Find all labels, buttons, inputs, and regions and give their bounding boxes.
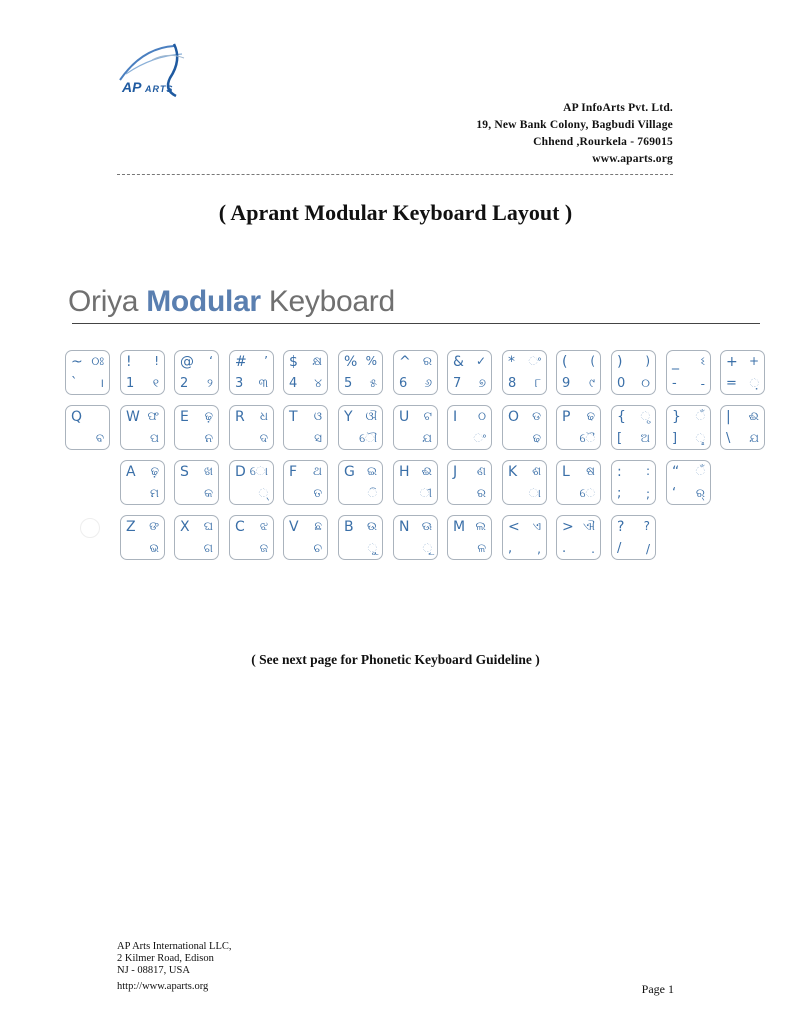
key-r0-2[interactable] bbox=[174, 350, 219, 395]
key-legend-bl: ; bbox=[617, 486, 622, 501]
footer-line-2: 2 Kilmer Road, Edison bbox=[117, 953, 214, 964]
key-legend-br: ନ bbox=[204, 431, 213, 445]
key-legend-bl: 9 bbox=[562, 376, 571, 391]
key-r2-6[interactable] bbox=[447, 460, 492, 505]
key-legend-tl: J bbox=[453, 464, 458, 480]
footer-line-3: NJ - 08817, USA bbox=[117, 965, 190, 976]
company-address bbox=[476, 100, 673, 168]
key-legend-br: ର୍ bbox=[695, 486, 705, 500]
footer-url[interactable]: http://www.aparts.org bbox=[117, 981, 209, 992]
key-legend-tr: ◌ୃ bbox=[640, 409, 650, 423]
logo-swoosh-icon bbox=[112, 40, 202, 102]
key-legend-tl: U bbox=[399, 409, 410, 425]
key-legend-tl: { bbox=[617, 409, 626, 425]
key-legend-tr: ଓ bbox=[313, 409, 322, 423]
key-r2-9[interactable] bbox=[611, 460, 656, 505]
key-legend-br: ଦ bbox=[259, 431, 268, 445]
key-legend-bl: = bbox=[726, 376, 737, 391]
key-legend-tl: M bbox=[453, 519, 466, 535]
key-legend-tl: O bbox=[508, 409, 520, 425]
key-legend-bl: 2 bbox=[180, 376, 189, 391]
phonetic-guideline-note: ( See next page for Phonetic Keyboard Guideline ) bbox=[251, 652, 540, 667]
key-legend-br: ୫ bbox=[369, 376, 377, 390]
key-legend-br: ୢ bbox=[695, 431, 705, 445]
key-legend-br: ୯ bbox=[589, 376, 595, 390]
key-legend-tl: ~ bbox=[71, 354, 83, 370]
key-legend-tr: ଫ bbox=[147, 409, 159, 423]
key-r2-10[interactable] bbox=[666, 460, 711, 505]
key-legend-br: ମ bbox=[150, 486, 159, 500]
key-legend-tr: ! bbox=[154, 354, 159, 368]
key-legend-tl: B bbox=[344, 519, 354, 535]
key-legend-br: ା bbox=[528, 486, 541, 500]
footer-address bbox=[117, 941, 232, 993]
key-r0-8[interactable] bbox=[502, 350, 547, 395]
key-r3-2[interactable] bbox=[229, 515, 274, 560]
key-r0-0[interactable] bbox=[65, 350, 110, 395]
key-legend-tr: + bbox=[748, 354, 759, 368]
key-legend-tl: # bbox=[235, 354, 247, 370]
key-legend-br: ୧ bbox=[152, 376, 159, 390]
key-legend-br: ୂ bbox=[422, 541, 432, 555]
key-legend-br: ଯ bbox=[749, 431, 759, 445]
key-legend-tr: ଢ଼ bbox=[204, 409, 213, 423]
key-legend-tl: “ bbox=[672, 464, 680, 480]
key-legend-tl: % bbox=[344, 354, 358, 370]
key-legend-bl: ‘ bbox=[672, 486, 677, 501]
key-legend-tr: ) bbox=[645, 354, 650, 368]
key-legend-tr: ◌ଁ bbox=[695, 464, 705, 478]
key-legend-tl: X bbox=[180, 519, 190, 535]
key-legend-bl: [ bbox=[617, 431, 623, 446]
key-legend-br: ୩ bbox=[258, 376, 268, 390]
key-legend-tr: ଉ bbox=[367, 519, 377, 533]
key-legend-tl: } bbox=[672, 409, 681, 425]
key-r2-7[interactable] bbox=[502, 460, 547, 505]
key-legend-tl: V bbox=[289, 519, 299, 535]
key-legend-bl: / bbox=[617, 541, 622, 556]
key-r0-11[interactable] bbox=[666, 350, 711, 395]
key-legend-br: ବ bbox=[95, 431, 104, 445]
key-legend-tr: ଐ bbox=[582, 519, 595, 533]
key-legend-tr: ‘ bbox=[209, 354, 213, 368]
key-legend-tl: Y bbox=[344, 409, 353, 425]
key-legend-tr: ଖ bbox=[204, 464, 213, 478]
key-legend-tr: ଥ bbox=[313, 464, 322, 478]
address-line-2: Chhend ,Rourkela - 769015 bbox=[533, 136, 673, 148]
key-legend-tl: Z bbox=[126, 519, 136, 535]
key-legend-tr: ଷ bbox=[586, 464, 595, 478]
key-legend-br: । bbox=[99, 376, 104, 390]
key-legend-tr: ଠଃ bbox=[91, 354, 104, 368]
key-r3-0[interactable] bbox=[120, 515, 165, 560]
key-legend-br: ୪ bbox=[314, 376, 322, 390]
key-r2-1[interactable] bbox=[174, 460, 219, 505]
key-legend-tl: I bbox=[453, 409, 458, 425]
key-legend-tl: S bbox=[180, 464, 189, 480]
key-r0-1[interactable] bbox=[120, 350, 165, 395]
key-r1-12[interactable] bbox=[720, 405, 765, 450]
key-r3-6[interactable] bbox=[447, 515, 492, 560]
key-legend-br: ◌୍ bbox=[258, 486, 268, 500]
key-legend-tl: ( bbox=[562, 354, 568, 370]
key-r3-3[interactable] bbox=[283, 515, 328, 560]
key-legend-tl: $ bbox=[289, 354, 298, 370]
key-legend-br: ୦ bbox=[641, 376, 650, 390]
key-r3-4[interactable] bbox=[338, 515, 383, 560]
key-legend-tl: C bbox=[235, 519, 245, 535]
key-legend-br: ଭ bbox=[149, 541, 159, 555]
company-website[interactable]: www.aparts.org bbox=[592, 153, 673, 165]
key-r0-9[interactable] bbox=[556, 350, 601, 395]
key-legend-bl: 1 bbox=[126, 376, 135, 391]
key-legend-tr: ଇ bbox=[367, 464, 377, 478]
key-r1-5[interactable] bbox=[338, 405, 383, 450]
key-legend-br: ◌଼ bbox=[749, 376, 759, 390]
key-legend-tr: ଔ bbox=[365, 409, 377, 423]
key-legend-tl: + bbox=[726, 354, 738, 370]
svg-text:ARTS: ARTS bbox=[145, 84, 174, 94]
heading-keyboard: Keyboard bbox=[260, 285, 395, 318]
key-legend-tr: ଢ଼ bbox=[150, 464, 159, 478]
key-legend-tl: F bbox=[289, 464, 298, 480]
key-legend-tr: ଧ bbox=[259, 409, 268, 423]
key-r1-6[interactable] bbox=[393, 405, 438, 450]
key-legend-br: ଯ bbox=[422, 431, 432, 445]
key-legend-tl: @ bbox=[180, 354, 194, 370]
key-legend-tl: ! bbox=[126, 354, 132, 370]
key-legend-br: ତ bbox=[313, 486, 322, 500]
key-r0-6[interactable] bbox=[393, 350, 438, 395]
key-legend-bl: 8 bbox=[508, 376, 517, 391]
key-r1-3[interactable] bbox=[229, 405, 274, 450]
key-legend-br: ଢ bbox=[532, 431, 541, 445]
key-legend-tr: ଶ bbox=[532, 464, 541, 478]
key-r0-10[interactable] bbox=[611, 350, 656, 395]
key-legend-tr: ଽ bbox=[700, 354, 705, 368]
key-legend-tr: ’ bbox=[264, 354, 268, 368]
key-legend-tl: ) bbox=[617, 354, 623, 370]
key-r3-8[interactable] bbox=[556, 515, 601, 560]
key-legend-tl: T bbox=[289, 409, 298, 425]
key-r3-5[interactable] bbox=[393, 515, 438, 560]
aparts-logo bbox=[112, 40, 202, 102]
key-legend-br: ୮ bbox=[534, 376, 541, 390]
key-legend-tl: ^ bbox=[399, 354, 411, 370]
key-legend-tr: ◌ଂ bbox=[528, 354, 541, 368]
key-legend-bl: 7 bbox=[453, 376, 462, 391]
key-legend-br: ି bbox=[367, 486, 377, 500]
key-legend-tl: ? bbox=[617, 519, 625, 535]
key-legend-tr: ର bbox=[422, 354, 432, 368]
key-legend-br: ୀ bbox=[419, 486, 432, 500]
key-legend-tr: ( bbox=[590, 354, 595, 368]
key-legend-bl: ` bbox=[71, 376, 78, 391]
key-r0-12[interactable] bbox=[720, 350, 765, 395]
keyboard-heading-rule bbox=[72, 323, 760, 324]
key-r1-0[interactable] bbox=[65, 405, 110, 450]
key-r1-11[interactable] bbox=[666, 405, 711, 450]
key-legend-tr: ଈ bbox=[421, 464, 432, 478]
key-legend-br: , bbox=[537, 542, 541, 556]
key-r3-7[interactable] bbox=[502, 515, 547, 560]
key-legend-br: ପ bbox=[150, 431, 159, 445]
key-legend-tr: ଡ bbox=[532, 409, 541, 423]
faint-circle-mark bbox=[80, 518, 100, 538]
key-legend-bl: \ bbox=[726, 431, 731, 446]
key-r0-5[interactable] bbox=[338, 350, 383, 395]
key-legend-br: ଗ bbox=[203, 541, 213, 555]
key-legend-tl: | bbox=[726, 409, 731, 425]
key-legend-tr: ଙ bbox=[149, 519, 159, 533]
key-legend-tr: ✓ bbox=[475, 354, 486, 368]
page-number: Page 1 bbox=[641, 982, 674, 996]
key-legend-br: େ bbox=[579, 486, 595, 500]
key-legend-tr: ? bbox=[643, 519, 650, 533]
key-legend-tl: W bbox=[126, 409, 140, 425]
key-legend-br: ଳ bbox=[477, 541, 486, 555]
key-legend-br: କ bbox=[204, 486, 213, 500]
key-r3-9[interactable] bbox=[611, 515, 656, 560]
key-legend-tl: < bbox=[508, 519, 520, 535]
key-legend-tl: Q bbox=[71, 409, 83, 425]
key-legend-tr: ୋ bbox=[249, 464, 268, 478]
key-legend-tl: G bbox=[344, 464, 355, 480]
key-legend-tl: * bbox=[508, 354, 515, 370]
key-r1-8[interactable] bbox=[502, 405, 547, 450]
heading-oriya: Oriya bbox=[68, 285, 147, 318]
key-legend-tr: ଢ bbox=[586, 409, 595, 423]
key-r1-7[interactable] bbox=[447, 405, 492, 450]
key-legend-tr: % bbox=[365, 354, 377, 368]
key-legend-bl: 6 bbox=[399, 376, 408, 391]
keyboard-heading bbox=[68, 285, 395, 319]
key-legend-tr: ଝ bbox=[259, 519, 268, 533]
key-legend-br: / bbox=[645, 542, 650, 556]
key-legend-bl: 5 bbox=[344, 376, 353, 391]
key-r1-1[interactable] bbox=[120, 405, 165, 450]
key-r1-4[interactable] bbox=[283, 405, 328, 450]
key-legend-br: - bbox=[700, 377, 705, 391]
address-line-1: 19, New Bank Colony, Bagbudi Village bbox=[476, 119, 673, 131]
key-legend-br: ୌ bbox=[359, 431, 377, 445]
key-legend-bl: 3 bbox=[235, 376, 244, 391]
key-r2-8[interactable] bbox=[556, 460, 601, 505]
key-legend-tl: & bbox=[453, 354, 464, 370]
key-r1-9[interactable] bbox=[556, 405, 601, 450]
key-legend-br: . bbox=[591, 542, 595, 556]
company-name: AP InfoArts Pvt. Ltd. bbox=[563, 102, 673, 114]
key-legend-br: ୁ bbox=[367, 541, 377, 555]
key-legend-bl: 0 bbox=[617, 376, 626, 391]
key-legend-tr: ଏ bbox=[532, 519, 541, 533]
key-legend-br: ୈ bbox=[579, 431, 595, 445]
key-legend-tr: : bbox=[645, 464, 650, 478]
key-legend-br: ର bbox=[476, 486, 486, 500]
key-legend-tl: N bbox=[399, 519, 410, 535]
key-legend-tr: କ୍ଷ bbox=[312, 354, 322, 368]
header-divider bbox=[117, 174, 673, 175]
footer-line-1: AP Arts International LLC, bbox=[117, 941, 232, 952]
key-r0-4[interactable] bbox=[283, 350, 328, 395]
key-legend-tr: ଈ bbox=[748, 409, 759, 423]
key-r1-10[interactable] bbox=[611, 405, 656, 450]
key-legend-tl: A bbox=[126, 464, 136, 480]
key-r2-3[interactable] bbox=[283, 460, 328, 505]
key-legend-tl: > bbox=[562, 519, 574, 535]
key-legend-bl: , bbox=[508, 541, 513, 556]
key-legend-tr: ଘ bbox=[203, 519, 213, 533]
key-legend-tl: H bbox=[399, 464, 410, 480]
key-r0-3[interactable] bbox=[229, 350, 274, 395]
key-legend-tl: E bbox=[180, 409, 189, 425]
key-legend-tr: ଠ bbox=[477, 409, 486, 423]
key-r0-7[interactable] bbox=[447, 350, 492, 395]
key-legend-tl: : bbox=[617, 464, 622, 480]
key-legend-br: ଜ bbox=[259, 541, 268, 555]
key-legend-bl: 4 bbox=[289, 376, 298, 391]
key-r2-4[interactable] bbox=[338, 460, 383, 505]
key-r2-0[interactable] bbox=[120, 460, 165, 505]
key-legend-br: ସ bbox=[314, 431, 322, 445]
key-legend-tl: D bbox=[235, 464, 246, 480]
key-legend-tr: ଊ bbox=[421, 519, 432, 533]
key-legend-tr: ଟ bbox=[423, 409, 432, 423]
key-legend-tl: R bbox=[235, 409, 245, 425]
document-title: ( Aprant Modular Keyboard Layout ) bbox=[218, 200, 573, 225]
key-legend-tl: L bbox=[562, 464, 570, 480]
key-legend-br: ଅ bbox=[640, 431, 650, 445]
key-legend-bl: - bbox=[672, 376, 677, 391]
key-legend-br: ଚ bbox=[313, 541, 322, 555]
key-legend-br: ; bbox=[645, 487, 650, 501]
key-legend-tl: _ bbox=[672, 354, 679, 370]
key-legend-tr: ◌ଁ bbox=[695, 409, 705, 423]
svg-text:AP: AP bbox=[122, 79, 142, 95]
key-legend-br: ୬ bbox=[424, 376, 432, 390]
key-legend-br: ୨ bbox=[207, 376, 213, 390]
key-legend-tr: ଲ bbox=[475, 519, 486, 533]
key-legend-br: ୭ bbox=[478, 376, 486, 390]
key-legend-tl: K bbox=[508, 464, 518, 480]
heading-modular: Modular bbox=[146, 285, 261, 318]
key-legend-tr: ଛ bbox=[314, 519, 322, 533]
key-legend-tl: P bbox=[562, 409, 571, 425]
key-legend-bl: . bbox=[562, 541, 567, 556]
key-r2-5[interactable] bbox=[393, 460, 438, 505]
key-legend-bl: ] bbox=[672, 431, 678, 446]
key-r2-2[interactable] bbox=[229, 460, 274, 505]
key-r1-2[interactable] bbox=[174, 405, 219, 450]
key-legend-tr: ଣ bbox=[476, 464, 486, 478]
key-r3-1[interactable] bbox=[174, 515, 219, 560]
key-legend-br: ◌ଂ bbox=[473, 431, 486, 445]
